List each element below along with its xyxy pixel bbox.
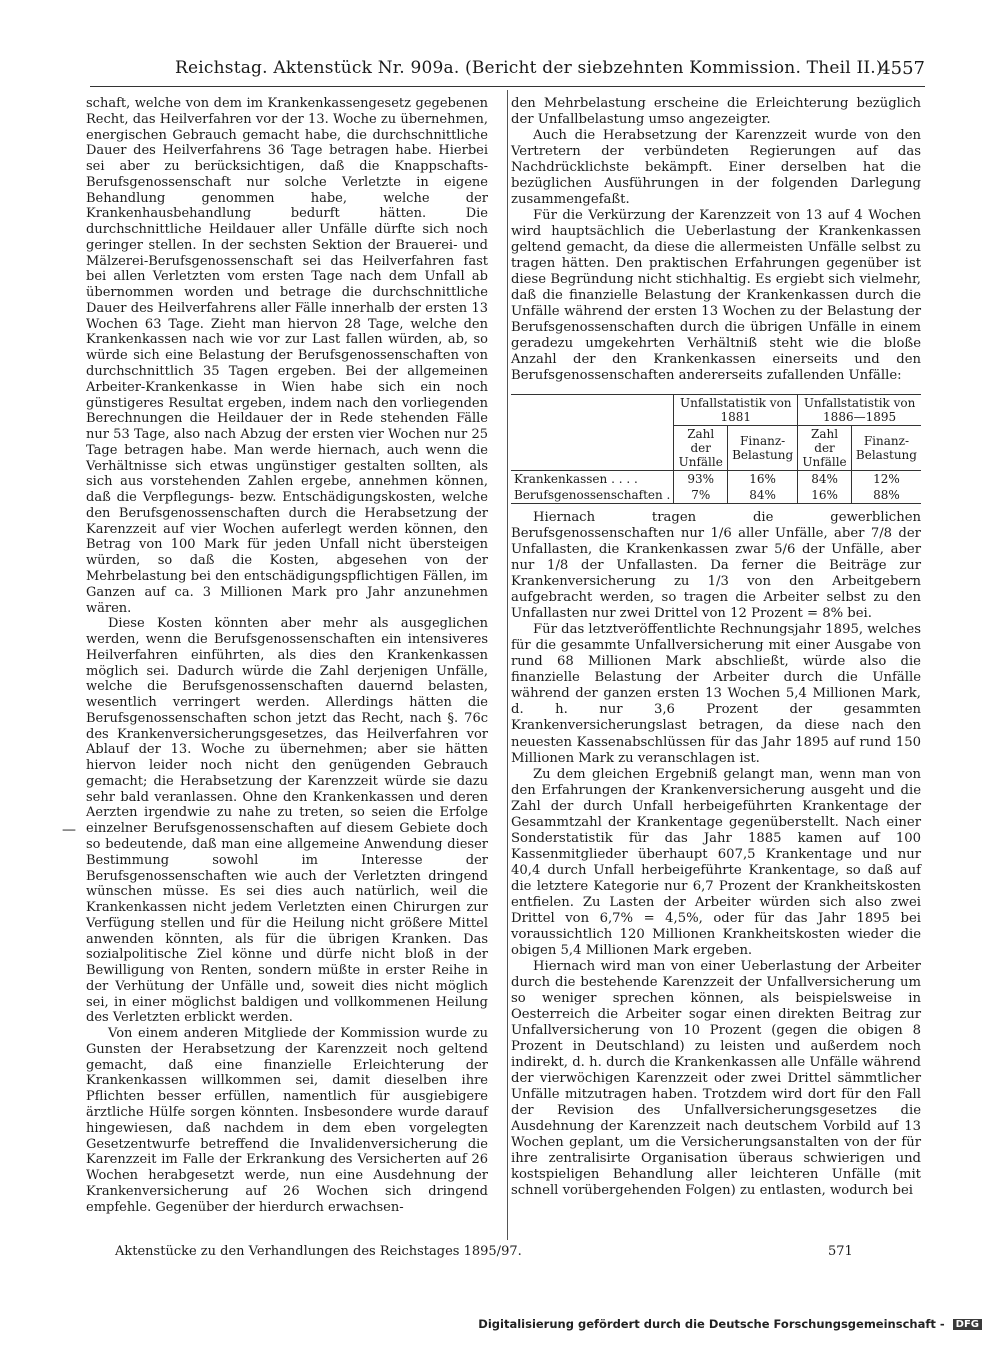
table-cell: 16% xyxy=(798,487,852,504)
table-cell: 84% xyxy=(798,471,852,488)
table-row xyxy=(511,487,921,504)
left-column xyxy=(86,96,488,1215)
table-cell: 12% xyxy=(851,471,921,488)
paragraph: Für die Verkürzung der Karenzzeit von 13 auf 4 Wochen wird hauptsächlich die Ueberlastung der Krankenkassen geltend gemacht, da diese die allermeisten Unfälle selbst zu tragen hätten. Den praktischen Erfahrungen gegenüber ist diese Begründung nicht stichhaltig. Es ergiebt sich vielmehr, daß die finanzielle Belastung der Krankenkassen durch die Unfälle während der ersten 13 Wochen zu der Belastung der Berufsgenossenschaften durch die übrigen Unfälle in einem geradezu umgekehrten Verhältniß steht wie die bloße Anzahl der den Krankenkassen einerseits und den Berufsgenossenschaften andererseits zufallenden Unfälle: xyxy=(511,208,921,384)
table-row xyxy=(511,471,921,488)
page-number: 4557 xyxy=(879,58,925,79)
margin-mark: — xyxy=(62,822,76,838)
paragraph: Hiernach tragen die gewerblichen Berufsgenossenschaften nur 1/6 aller Unfälle, aber 7/8 der Unfallasten, die Krankenkassen zwar 5/6 der Unfälle, aber nur 1/8 der Unfallasten. Da ferner die Beiträge zur Krankenversicherung zu 1/3 von den Arbeitgebern aufgebracht werden, so tragen die Arbeiter selbst zu den Unfallasten nur zwei Drittel von 12 Prozent = 8% bei. xyxy=(511,510,921,622)
header-title: Reichstag. Aktenstück Nr. 909a. (Bericht der siebzehnten Kommission. Theil II.) xyxy=(175,58,883,78)
table-cell: 7% xyxy=(674,487,728,504)
paragraph: schaft, welche von dem im Krankenkassengesetz gegebenen Recht, das Heilverfahren vor der 13. Woche zu übernehmen, energischen Gebrauch gemacht habe, die durchschnittliche Dauer des Heilverfahrens 36 Tage betragen habe. Hierbei sei aber zu berücksichtigen, daß die Knappschafts-Berufsgenossenschaft nur solche Verletzte in eigene Behandlung genommen habe, welche der Krankenhausbehandlung bedurft hätten. Die durchschnittliche Heildauer aller Unfälle dürfte sich noch geringer stellen. In der sechsten Sektion der Brauerei- und Mälzerei-Berufsgenossenschaft sei das Heilverfahren fast bei allen Verletzten vom ersten Tage nach dem Unfall ab übernommen worden und betrage die durchschnittliche Dauer des Heilverfahrens aller Fälle innerhalb der ersten 13 Wochen 63 Tage. Zieht man hiervon 28 Tage, welche den Krankenkassen nach wie vor zur Last fallen würden, ab, so würde sich eine Belastung der Berufsgenossenschaften von durchschnittlich 35 Tagen ergeben. Bei der allgemeinen Arbeiter-Krankenkasse in Wien habe sich ein noch günstigeres Resultat ergeben, indem nach den vorliegenden Berechnungen die Heildauer der in Rede stehenden Fälle nur 53 Tage, also nach Abzug der ersten vier Wochen nur 25 Tage betragen habe. Man werde hiernach, auch wenn die Verhältnisse sich etwas ungünstiger gestalten sollten, als sich aus vorstehenden Zahlen ergebe, annehmen können, daß die Verpflegungs- bezw. Entschädigungskosten, welche den Berufsgenossenschaften durch die Herabsetzung der Karenzzeit auf vier Wochen auferlegt werden können, den Betrag von 100 Mark für jeden Unfall nicht übersteigen würden, so daß die Kosten, abgesehen von der Mehrbelastung bei den entschädigungspflichtigen Fällen, im Ganzen auf ca. 3 Millionen Mark pro Jahr anzunehmen wären. xyxy=(86,96,488,616)
right-column xyxy=(511,96,921,1199)
accident-statistics-table xyxy=(511,394,921,504)
paragraph: Auch die Herabsetzung der Karenzzeit wurde von den Vertretern der verbündeten Regierungen auf das Nachdrücklichste bekämpft. Einer derselben hat die bezüglichen Ausführungen in der folgenden Darlegung zusammengefaßt. xyxy=(511,128,921,208)
running-header xyxy=(65,58,925,84)
table-column-header: Zahl der Unfälle xyxy=(674,426,728,471)
paragraph: den Mehrbelastung erscheine die Erleichterung bezüglich der Unfallbelastung umso angezeigter. xyxy=(511,96,921,128)
table-corner xyxy=(511,395,674,471)
table-group-header: Unfallstatistik von 1881 xyxy=(674,395,798,426)
credit-text: Digitalisierung gefördert durch die Deutsche Forschungsgemeinschaft - xyxy=(478,1317,945,1331)
footer-source: Aktenstücke zu den Verhandlungen des Reichstages 1895/97. xyxy=(115,1244,522,1259)
table-row-label: Krankenkassen . . . . xyxy=(514,472,638,487)
paragraph: Von einem anderen Mitgliede der Kommission wurde zu Gunsten der Herabsetzung der Karenzzeit noch geltend gemacht, daß eine finanzielle Erleichterung der Krankenkassen willkommen sei, damit dieselben ihre Pflichten besser erfüllen, namentlich für ausgiebigere ärztliche Hülfe sorgen könnten. Insbesondere wurde darauf hingewiesen, daß nachdem in dem eben vorgelegten Gesetzentwurfe betreffend die Invalidenversicherung die Karenzzeit im Falle der Erkrankung des Versicherten auf 26 Wochen herabgesetzt werde, nun eine Ausdehnung der Krankenversicherung auf 26 Wochen sich dringend empfehle. Gegenüber der hierdurch erwachsen- xyxy=(86,1026,488,1215)
table-row-label: Berufsgenossenschaften . xyxy=(511,487,674,504)
paragraph: Für das letztveröffentlichte Rechnungsjahr 1895, welches für die gesammte Unfallversicherung mit einer Ausgabe von rund 68 Millionen Mark abschließt, würde also die finanzielle Belastung der Arbeiter durch die Unfälle während der ganzen ersten 13 Wochen 5,4 Millionen Mark, d. h. nur 3,6 Prozent der gesammten Krankenversicherungslast betragen, da diese nach den neuesten Kassenabschlüssen für das Jahr 1895 auf rund 150 Millionen Mark zu veranschlagen ist. xyxy=(511,622,921,766)
dfg-logo: DFG xyxy=(953,1319,982,1330)
table-group-header: Unfallstatistik von 1886—1895 xyxy=(798,395,921,426)
table-cell: 88% xyxy=(851,487,921,504)
table-cell: 93% xyxy=(674,471,728,488)
header-rule xyxy=(90,86,925,87)
column-divider xyxy=(507,90,508,1240)
table-column-header: Finanz-Belastung xyxy=(851,426,921,471)
table-column-header: Zahl der Unfälle xyxy=(798,426,852,471)
table-cell: 16% xyxy=(728,471,798,488)
paragraph: Zu dem gleichen Ergebniß gelangt man, wenn man von den Erfahrungen der Krankenversicherung ausgeht und die Zahl der durch Unfall herbeigeführten Krankentage der Gesammtzahl der Krankentage gegenüberstellt. Nach einer Sonderstatistik für das Jahr 1885 kamen auf 100 Kassenmitglieder überhaupt 607,5 Krankentage und nur 40,4 durch Unfall herbeigeführte Krankentage, so daß auf die letztere Kategorie nur 6,7 Prozent der Krankheitskosten entfielen. Zu Lasten der Arbeiter würden sich also zwei Drittel von 6,7% = 4,5%, oder für das Jahr 1895 bei voraussichtlich 120 Millionen Krankheitskosten wieder die obigen 5,4 Millionen Mark ergeben. xyxy=(511,766,921,958)
paragraph: Hiernach wird man von einer Ueberlastung der Arbeiter durch die bestehende Karenzzeit der Unfallversicherung um so weniger sprechen können, als beispielsweise in Oesterreich die Arbeiter sogar einen direkten Beitrag zur Unfallversicherung von 10 Prozent (gegen die obigen 8 Prozent in Deutschland) zu leisten und außerdem noch indirekt, d. h. durch die Krankenkassen alle Unfälle während der vierwöchigen Karenzzeit oder zwei Drittel sämmtlicher Unfälle mitzutragen haben. Trotzdem wird dort für den Fall der Revision des Unfallversicherungsgesetzes die Ausdehnung der Karenzzeit nach deutschem Vorbild auf 13 Wochen geplant, um die Versicherungsanstalten von der für ihre zentralisirte Organisation überaus schwierigen und kostspieligen Behandlung aller leichteren Unfälle (mit schnell vorübergehenden Folgen) zu entlasten, wodurch bei xyxy=(511,958,921,1198)
digitization-credit xyxy=(478,1317,982,1331)
paragraph: Diese Kosten könnten aber mehr als ausgeglichen werden, wenn die Berufsgenossenschaften ein intensiveres Heilverfahren einführten, als dies den Krankenkassen möglich sei. Dadurch würde die Zahl derjenigen Unfälle, welche die Berufsgenossenschaften dauernd belasten, wesentlich verringert werden. Allerdings hätten die Berufsgenossenschaften schon jetzt das Recht, nach §. 76c des Krankenversicherungsgesetzes, das Heilverfahren vor Ablauf der 13. Woche zu übernehmen; aber sie hätten hiervon leider noch nicht den genügenden Gebrauch gemacht; die Herabsetzung der Karenzzeit würde sie dazu sehr bald veranlassen. Ohne den Krankenkassen und deren Aerzten irgendwie zu nahe zu treten, so seien die Erfolge einzelner Berufsgenossenschaften auf diesem Gebiete doch so bedeutende, daß man eine allgemeine Anwendung dieser Bestimmung sowohl im Interesse der Berufsgenossenschaften wie auch der Verletzten dringend wünschen müsse. Es sei dies auch natürlich, weil die Krankenkassen nicht jedem Verletzten einen Chirurgen zur Verfügung stellen und für die Heilung nicht größere Mittel anwenden könnten, als für die übrigen Kranken. Das sozialpolitische Ziel könne und dürfe nicht bloß in der Bewilligung von Renten, sondern müßte in erster Reihe in der Verhütung der Unfälle und, soweit dies nicht möglich sei, in einer möglichst baldigen und vollkommenen Heilung des Verletzten erblickt werden. xyxy=(86,616,488,1026)
footer-page-number: 571 xyxy=(828,1244,853,1259)
table-column-header: Finanz-Belastung xyxy=(728,426,798,471)
table-cell: 84% xyxy=(728,487,798,504)
